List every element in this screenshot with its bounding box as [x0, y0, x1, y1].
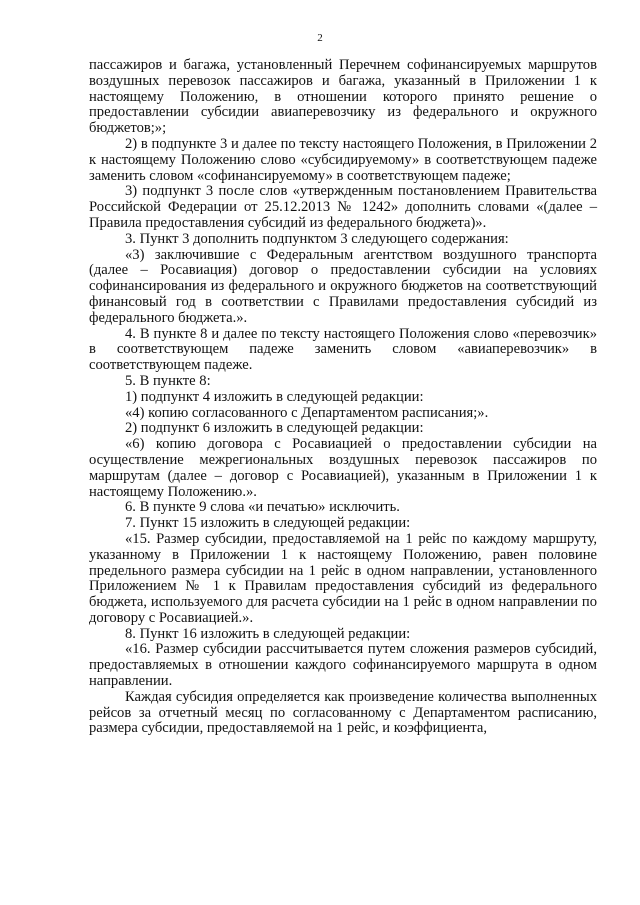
paragraph: «4) копию согласованного с Департаментом расписания;». [125, 404, 489, 421]
paragraph: 1) подпункт 4 изложить в следующей редакции: [125, 388, 424, 405]
paragraph: пассажиров и багажа, установленный Перечнем софинансируемых маршрутов воздушных перевозок пассажиров и багажа, указанный в Приложении 1 к настоящему Положению, в отношении которого принято решение о предоставлении субсидии авиаперевозчику из федерального и окружного бюджетов;»; [89, 57, 597, 137]
paragraph: 2) подпункт 6 изложить в следующей редакции: [125, 420, 424, 437]
paragraph: Каждая субсидия определяется как произведение количества выполненных рейсов за отчетный месяц по согласованному с Департаментом расписанию, размера субсидии, предоставляемой на 1 рейс, и коэффициента, [89, 688, 597, 737]
paragraph: 6. В пункте 9 слова «и печатью» исключить. [125, 499, 400, 516]
paragraph: «16. Размер субсидии рассчитывается путем сложения размеров субсидий, предоставляемых в отношении каждого софинансируемого маршрута в одном направлении. [89, 641, 597, 690]
paragraph: 7. Пункт 15 изложить в следующей редакции: [125, 515, 411, 532]
paragraph: 3) подпункт 3 после слов «утвержденным постановлением Правительства Российской Федерации от 25.12.2013 № 1242» дополнить словами «(далее – Правила предоставления субсидий из федерального бюджета)». [89, 183, 597, 231]
paragraph: «15. Размер субсидии, предоставляемой на 1 рейс по каждому маршруту, указанному в Приложении 1 к настоящему Положению, равен половине предельного размера субсидии на 1 рейс в одном направлении, установленного Приложением № 1 к Правилам предоставления субсидий из федерального бюджета, используемого для расчета субсидии на 1 рейс в одном направлении по договору с Росавиацией.». [89, 530, 597, 626]
paragraph: 8. Пункт 16 изложить в следующей редакции: [125, 625, 411, 642]
page-number: 2 [317, 32, 323, 44]
paragraph: «6) копию договора с Росавиацией о предоставлении субсидии на осуществление межрегиональных воздушных перевозок пассажиров по маршрутам (далее – договор с Росавиацией), указанным в Приложении 1 к настоящему Положению.». [89, 436, 597, 500]
paragraph: 5. В пункте 8: [125, 372, 211, 389]
document-body [89, 58, 597, 737]
paragraph: 2) в подпункте 3 и далее по тексту настоящего Положения, в Приложении 2 к настоящему Положению слово «субсидируемому» в соответствующем падеже заменить словом «софинансируемому» в соответствующем падеже; [89, 135, 597, 184]
paragraph: «3) заключившие с Федеральным агентством воздушного транспорта (далее – Росавиация) договор о предоставлении субсидии на условиях софинансирования из федерального и окружного бюджетов на соответствующий финансовый год в соответствии с Правилами предоставления субсидий из федерального бюджета.». [89, 246, 597, 326]
paragraph: 3. Пункт 3 дополнить подпунктом 3 следующего содержания: [125, 230, 509, 247]
paragraph: 4. В пункте 8 и далее по тексту настоящего Положения слово «перевозчик» в соответствующем падеже заменить словом «авиаперевозчик» в соответствующем падеже. [89, 325, 597, 374]
